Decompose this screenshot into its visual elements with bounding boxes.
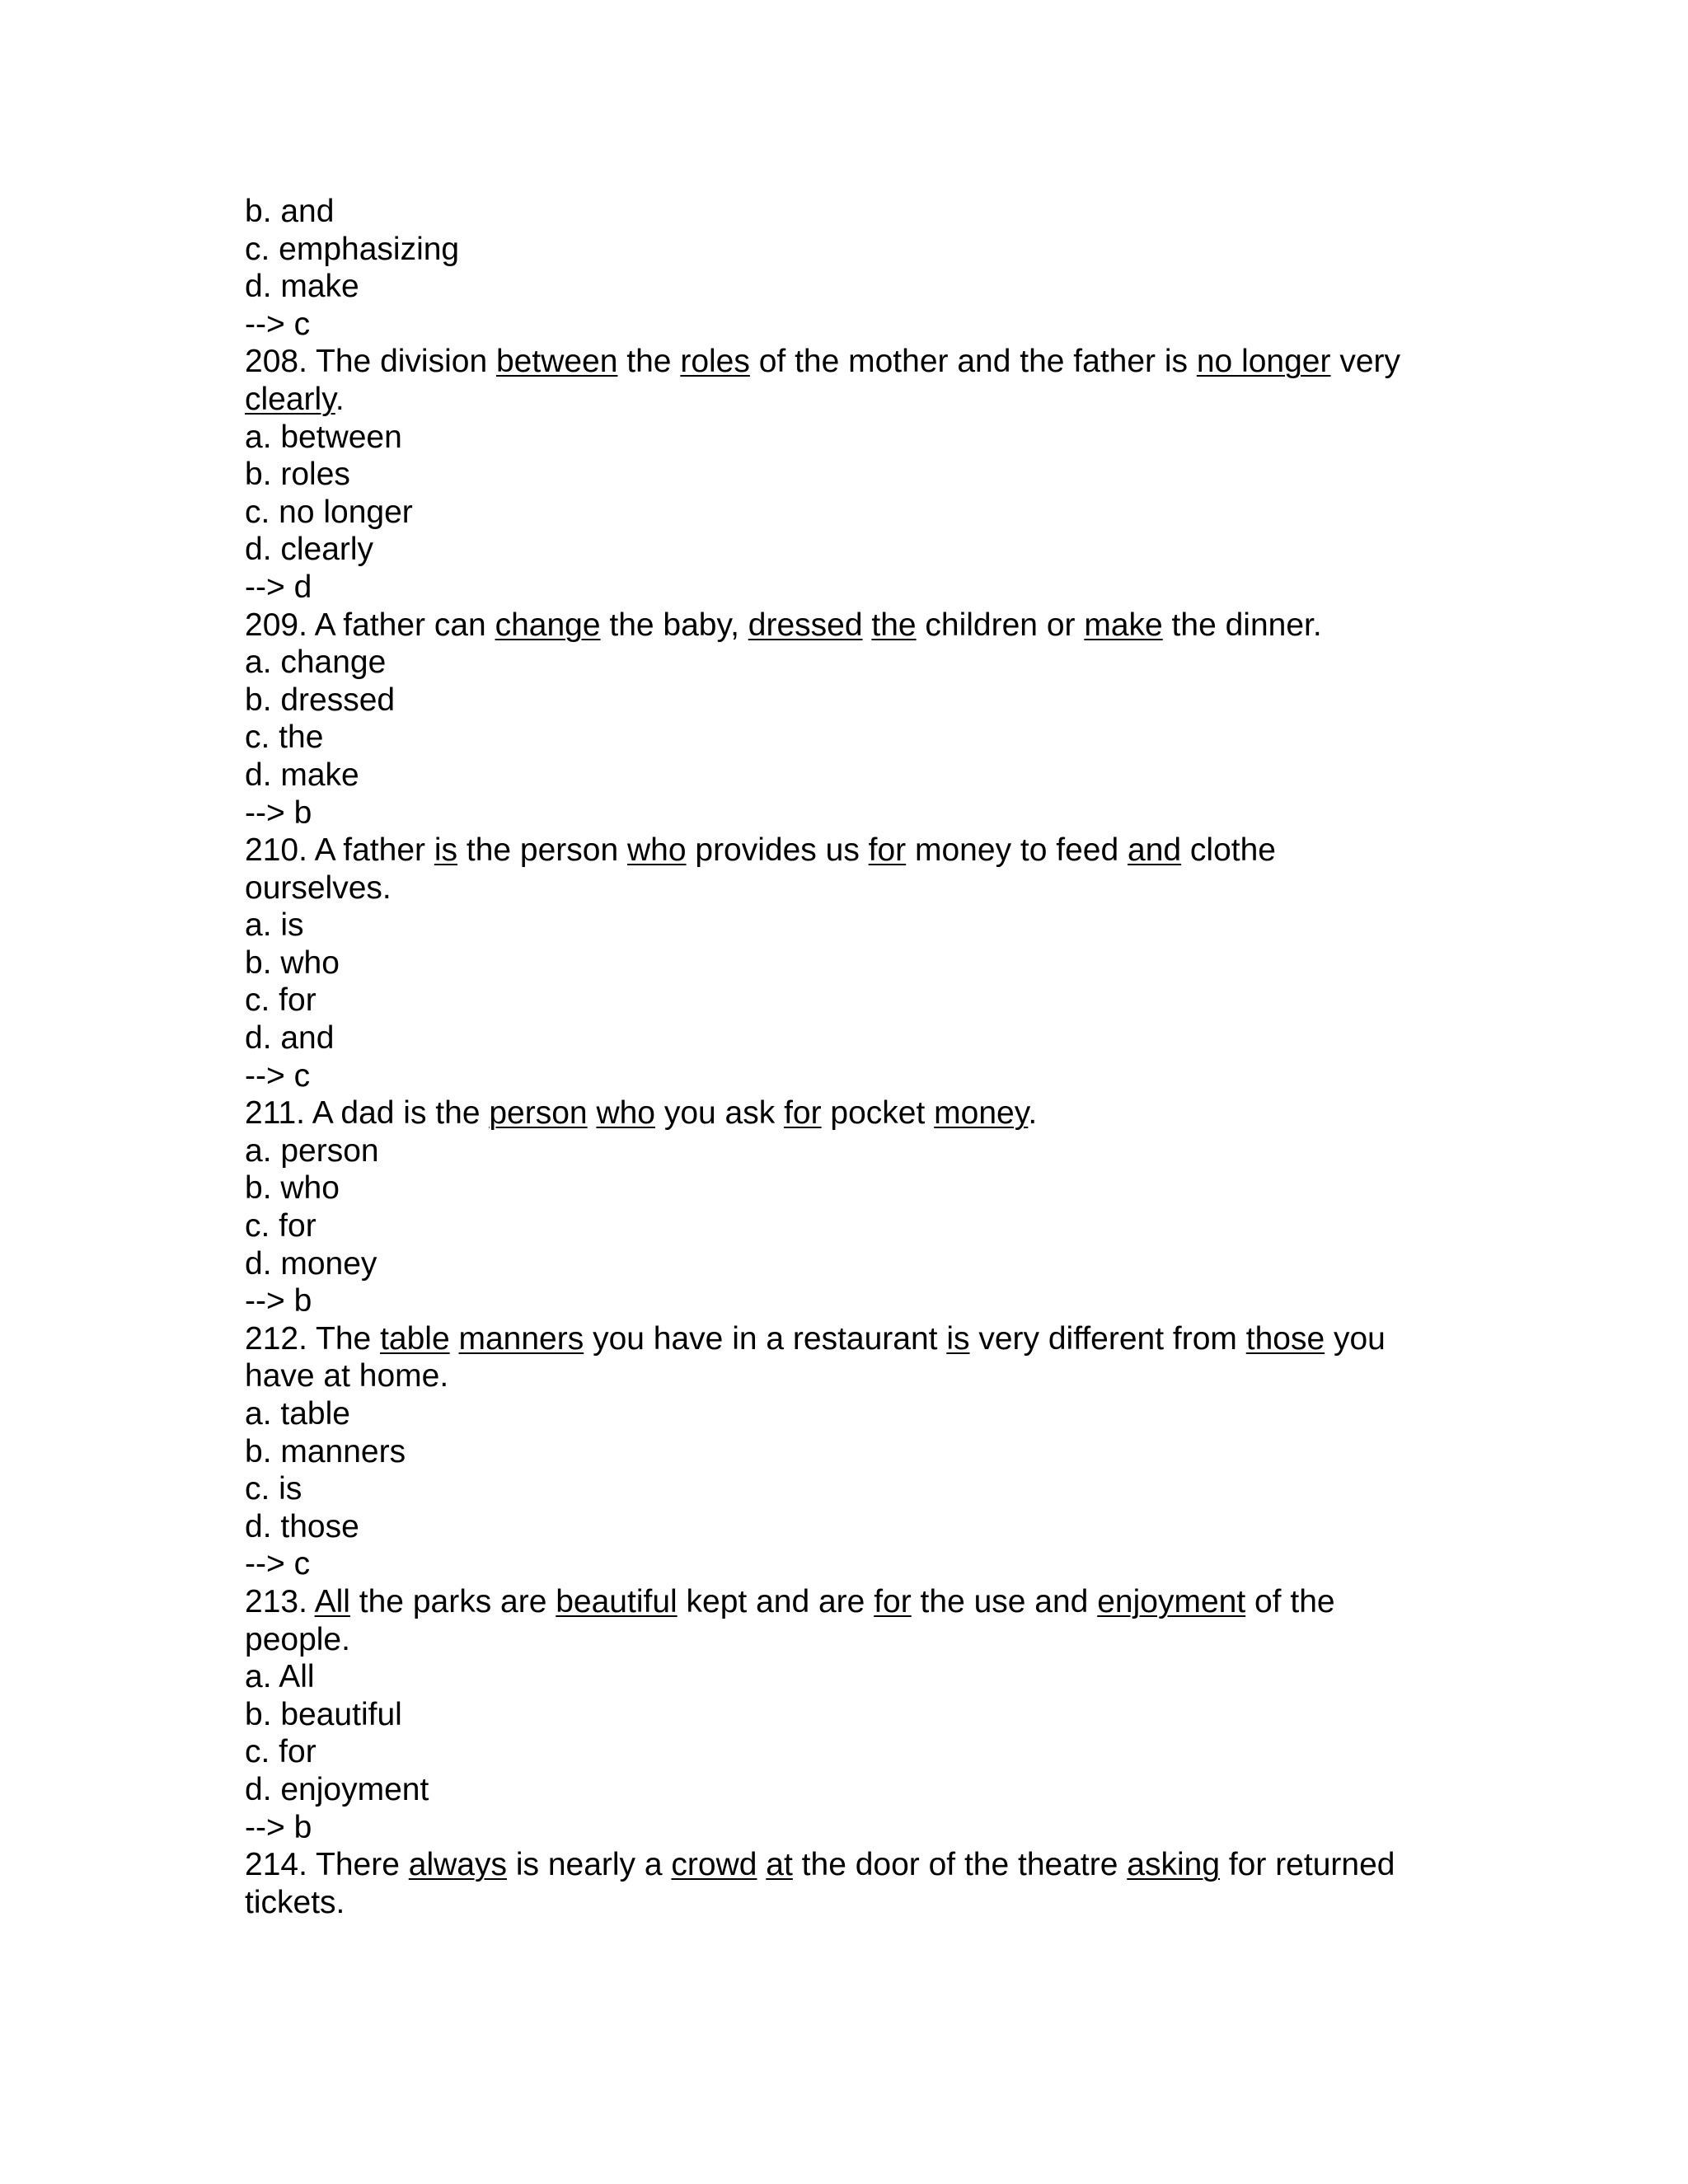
text-segment: b. who [245,944,340,981]
underlined-word: at [766,1847,793,1883]
text-segment: c. for [245,1734,316,1770]
text-segment: b. manners [245,1433,406,1469]
text-segment: money to feed [906,832,1128,869]
underlined-word: who [627,832,687,869]
text-segment: of the [1245,1583,1335,1619]
text-line [245,644,1465,682]
underlined-word: person [489,1095,588,1132]
text-segment: c. for [245,1208,316,1244]
text-line [245,1395,1465,1433]
text-line [245,1094,1465,1132]
text-segment: 213. [245,1583,315,1619]
text-line [245,1884,1465,1922]
text-line [245,1057,1465,1095]
text-line [245,1733,1465,1771]
text-segment: b. who [245,1170,340,1207]
text-segment: c. is [245,1471,302,1507]
text-line [245,682,1465,719]
text-line [245,1132,1465,1170]
underlined-word: roles [680,344,750,380]
text-line [245,1508,1465,1546]
text-segment [757,1847,766,1882]
text-line [245,1658,1465,1696]
underlined-word: beautiful [556,1583,678,1619]
text-line [245,494,1465,532]
text-line [245,1207,1465,1245]
text-segment: b. and [245,194,335,229]
text-segment: d. make [245,757,359,793]
text-line [245,456,1465,494]
text-segment: d. money [245,1245,377,1282]
underlined-word: no longer [1196,344,1331,380]
underlined-word: those [1245,1320,1325,1357]
text-line [245,531,1465,569]
text-line [245,1357,1465,1395]
text-segment: c. the [245,719,324,756]
underlined-word: and [1128,832,1182,869]
text-line [245,982,1465,1019]
text-segment: the [617,344,681,380]
text-segment: you ask [655,1095,785,1132]
text-segment: for returned [1220,1847,1395,1883]
text-segment: --> c [245,1546,311,1582]
text-segment [450,1321,459,1357]
text-segment: people. [245,1621,350,1657]
text-segment: 214. There [245,1847,409,1883]
text-segment: c. for [245,982,316,1019]
text-segment: b. roles [245,457,350,493]
text-segment: d. make [245,269,359,305]
text-line [245,1621,1465,1659]
text-segment: 209. A father can [245,607,495,643]
text-segment: ourselves. [245,869,392,906]
text-segment: a. between [245,419,402,455]
underlined-word: clearly [245,381,335,417]
text-segment: have at home. [245,1358,449,1394]
text-line [245,907,1465,944]
underlined-word: manners [458,1320,584,1357]
text-segment: pocket [821,1095,935,1132]
text-segment: 208. The division [245,344,496,380]
text-line [245,268,1465,306]
text-segment: . [1028,1095,1038,1132]
text-segment: is nearly a [506,1847,672,1883]
text-segment: the person [457,832,627,869]
underlined-word: make [1084,607,1163,643]
text-segment: c. no longer [245,494,413,530]
text-segment: clothe [1181,832,1276,869]
text-segment: d. clearly [245,532,374,568]
text-line [245,231,1465,269]
text-segment: c. emphasizing [245,231,460,267]
text-line [245,719,1465,757]
document-page [245,193,1465,1921]
text-segment: a. table [245,1396,350,1432]
text-segment: --> d [245,569,312,605]
underlined-word: is [946,1320,970,1357]
underlined-word: for [868,832,907,869]
underlined-word: always [408,1847,507,1883]
text-segment: very [1330,344,1401,380]
underlined-word: for [784,1095,822,1132]
text-segment [588,1095,597,1131]
text-line [245,306,1465,344]
text-segment: of the mother and the father is [749,344,1197,380]
text-segment: tickets. [245,1884,345,1920]
text-segment: the door of the theatre [792,1847,1128,1883]
text-segment: kept and are [677,1583,874,1619]
text-line [245,1696,1465,1734]
text-segment: --> b [245,1809,312,1845]
text-segment [863,607,872,643]
underlined-word: dressed [748,607,863,643]
text-line [245,832,1465,869]
text-line [245,869,1465,907]
text-segment: d. those [245,1508,359,1544]
text-segment: very different from [969,1320,1246,1357]
text-line [245,1809,1465,1847]
underlined-word: table [380,1320,450,1357]
text-segment: --> b [245,1283,312,1319]
text-line [245,607,1465,644]
text-line [245,1433,1465,1471]
text-line [245,1245,1465,1283]
text-segment: a. change [245,644,387,681]
text-segment: d. and [245,1020,335,1057]
text-segment: the use and [911,1583,1098,1619]
text-line [245,1019,1465,1057]
text-line [245,1320,1465,1358]
text-segment: you [1325,1320,1386,1357]
text-line [245,757,1465,794]
text-line [245,1846,1465,1884]
underlined-word: money [934,1095,1029,1132]
text-segment: you have in a restaurant [584,1320,947,1357]
text-line [245,343,1465,381]
text-segment: a. is [245,907,304,944]
underlined-word: for [874,1583,912,1619]
text-segment: provides us [686,832,869,869]
underlined-word: is [434,832,458,869]
text-line [245,1583,1465,1621]
text-segment: 211. A dad is the [245,1095,490,1132]
text-line [245,794,1465,832]
text-segment: b. beautiful [245,1696,402,1732]
text-line [245,569,1465,607]
underlined-word: asking [1127,1847,1221,1883]
underlined-word: change [495,607,601,643]
text-segment: 212. The [245,1320,381,1357]
underlined-word: All [314,1583,350,1619]
text-segment: a. person [245,1132,379,1169]
text-segment: --> c [245,306,311,342]
text-segment: --> b [245,794,312,831]
text-segment: a. All [245,1659,315,1695]
text-segment: the baby, [600,607,748,643]
text-line [245,381,1465,419]
text-segment: the parks are [349,1583,556,1619]
text-line [245,193,1465,231]
text-line [245,1470,1465,1508]
text-segment: 210. A father [245,832,434,869]
text-line [245,1771,1465,1809]
text-segment: d. enjoyment [245,1771,429,1807]
text-line [245,1545,1465,1583]
underlined-word: enjoyment [1097,1583,1246,1619]
underlined-word: who [596,1095,655,1132]
underlined-word: the [871,607,917,643]
text-segment: b. dressed [245,682,396,718]
text-segment: the dinner. [1162,607,1322,643]
text-segment: --> c [245,1057,311,1094]
text-line [245,1282,1465,1320]
underlined-word: crowd [671,1847,757,1883]
text-segment: . [335,381,345,417]
underlined-word: between [495,344,618,380]
text-line [245,1169,1465,1207]
text-line [245,419,1465,457]
text-segment: children or [916,607,1085,643]
text-line [245,944,1465,982]
